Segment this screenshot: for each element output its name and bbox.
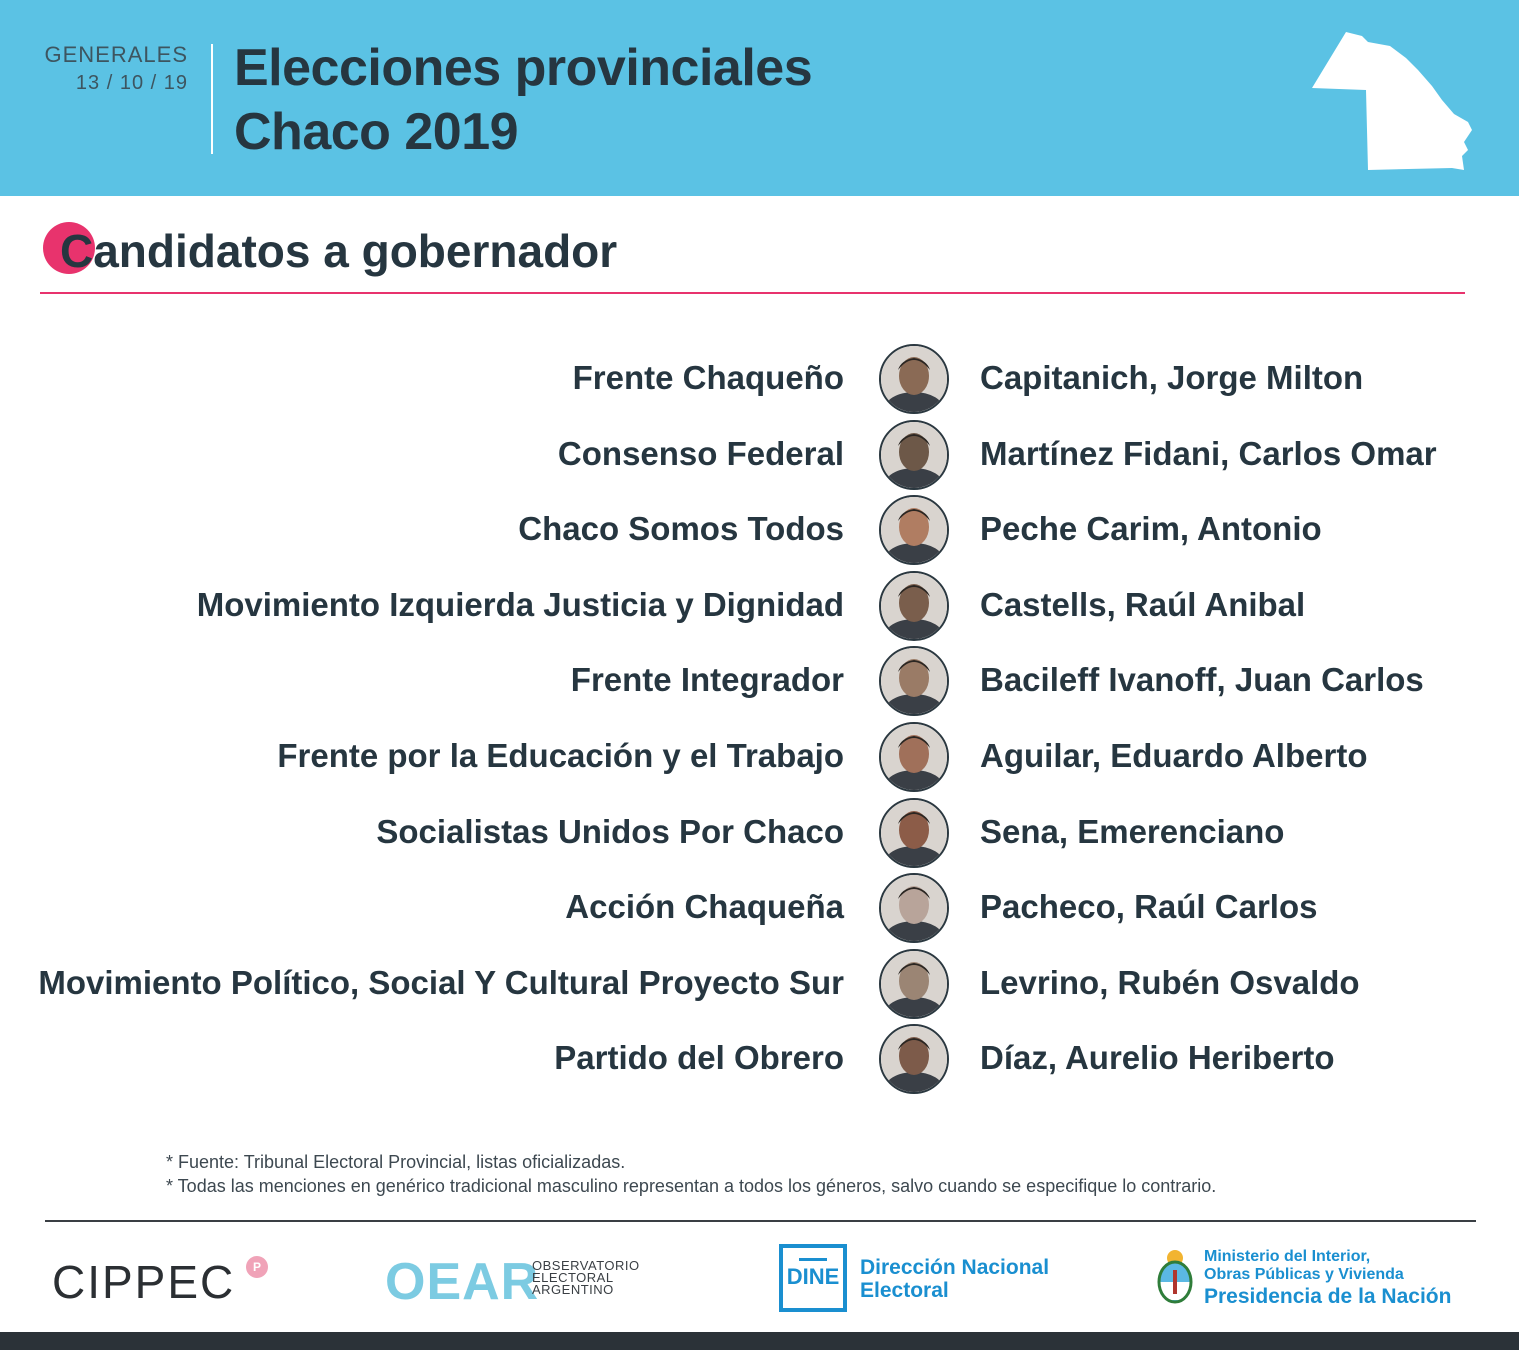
oear-logo-text xyxy=(532,1260,640,1296)
candidate-photo xyxy=(879,646,949,716)
ministry-line-1: Ministerio del Interior, xyxy=(1204,1248,1371,1265)
candidate-row xyxy=(0,495,1519,565)
party-name: Consenso Federal xyxy=(557,435,844,472)
footnotes xyxy=(166,1150,1216,1198)
election-date: 13 / 10 / 19 xyxy=(75,72,188,94)
candidate-photo xyxy=(879,344,949,414)
national-coat-of-arms-icon xyxy=(1155,1248,1195,1306)
party-name: Frente Chaqueño xyxy=(572,359,844,396)
candidate-row xyxy=(0,873,1519,943)
candidate-name: Pacheco, Raúl Carlos xyxy=(980,888,1318,925)
party-name: Movimiento Político, Social Y Cultural Proyecto Sur xyxy=(38,964,844,1001)
candidate-row xyxy=(0,344,1519,414)
candidate-photo xyxy=(879,873,949,943)
oear-line-2: ELECTORAL xyxy=(532,1270,614,1285)
section-title: Candidatos a gobernador xyxy=(60,225,618,277)
oear-line-1: OBSERVATORIO xyxy=(532,1258,640,1273)
page-title xyxy=(234,36,812,164)
candidate-row xyxy=(0,949,1519,1019)
candidate-photo xyxy=(879,420,949,490)
dine-logo-text xyxy=(860,1256,1049,1302)
candidate-name: Peche Carim, Antonio xyxy=(980,510,1322,547)
candidate-photo xyxy=(879,1024,949,1094)
election-type-label: GENERALES xyxy=(44,42,188,67)
footnote-gender: * Todas las menciones en genérico tradicional masculino representan a todos los géneros, salvo cuando se especifique lo contrario. xyxy=(166,1176,1217,1196)
candidate-row xyxy=(0,420,1519,490)
header-banner xyxy=(0,0,1519,196)
candidate-photo xyxy=(879,495,949,565)
candidate-name: Aguilar, Eduardo Alberto xyxy=(980,737,1368,774)
candidate-photo xyxy=(879,949,949,1019)
candidate-photo xyxy=(879,571,949,641)
footnote-source: * Fuente: Tribunal Electoral Provincial, listas oficializadas. xyxy=(166,1152,626,1172)
candidate-name: Castells, Raúl Anibal xyxy=(980,586,1306,623)
dine-mark-text: DINE xyxy=(786,1264,840,1289)
party-name: Chaco Somos Todos xyxy=(518,510,844,547)
dine-line-1: Dirección Nacional xyxy=(860,1256,1050,1279)
candidate-photo xyxy=(879,798,949,868)
party-name: Frente por la Educación y el Trabajo xyxy=(277,737,844,774)
dine-bar-icon xyxy=(799,1258,827,1261)
candidate-name: Díaz, Aurelio Heriberto xyxy=(980,1039,1335,1076)
candidate-name: Levrino, Rubén Osvaldo xyxy=(980,964,1360,1001)
cippec-badge-icon: P xyxy=(246,1256,268,1278)
candidate-row xyxy=(0,798,1519,868)
ministry-line-3: Presidencia de la Nación xyxy=(1204,1285,1452,1308)
footer-rule xyxy=(45,1220,1476,1222)
oear-line-3: ARGENTINO xyxy=(532,1282,614,1297)
party-name: Socialistas Unidos Por Chaco xyxy=(376,813,844,850)
bottom-bar xyxy=(0,1332,1519,1350)
candidate-name: Sena, Emerenciano xyxy=(980,813,1285,850)
candidate-row xyxy=(0,571,1519,641)
dine-logo-mark xyxy=(779,1244,847,1312)
chaco-province-map-icon xyxy=(1308,30,1476,174)
party-name: Frente Integrador xyxy=(570,661,844,698)
election-date-block xyxy=(44,42,188,98)
title-line-1: Elecciones provinciales xyxy=(234,39,813,97)
candidate-row xyxy=(0,722,1519,792)
party-name: Partido del Obrero xyxy=(554,1039,844,1076)
candidate-name: Capitanich, Jorge Milton xyxy=(980,359,1364,396)
candidate-name: Martínez Fidani, Carlos Omar xyxy=(980,435,1437,472)
header-divider xyxy=(211,44,213,154)
ministry-line-2: Obras Públicas y Vivienda xyxy=(1204,1266,1404,1283)
title-line-2: Chaco 2019 xyxy=(234,103,519,161)
cippec-logo: CIPPEC xyxy=(52,1256,236,1308)
party-name: Movimiento Izquierda Justicia y Dignidad xyxy=(196,586,844,623)
candidate-row xyxy=(0,646,1519,716)
dine-line-2: Electoral xyxy=(860,1279,949,1302)
section-rule xyxy=(40,292,1465,294)
party-name: Acción Chaqueña xyxy=(565,888,844,925)
candidate-row xyxy=(0,1024,1519,1094)
oear-logo-mark: OEAR xyxy=(385,1253,540,1311)
candidate-photo xyxy=(879,722,949,792)
ministry-logo-text xyxy=(1204,1248,1451,1310)
candidate-name: Bacileff Ivanoff, Juan Carlos xyxy=(980,661,1424,698)
